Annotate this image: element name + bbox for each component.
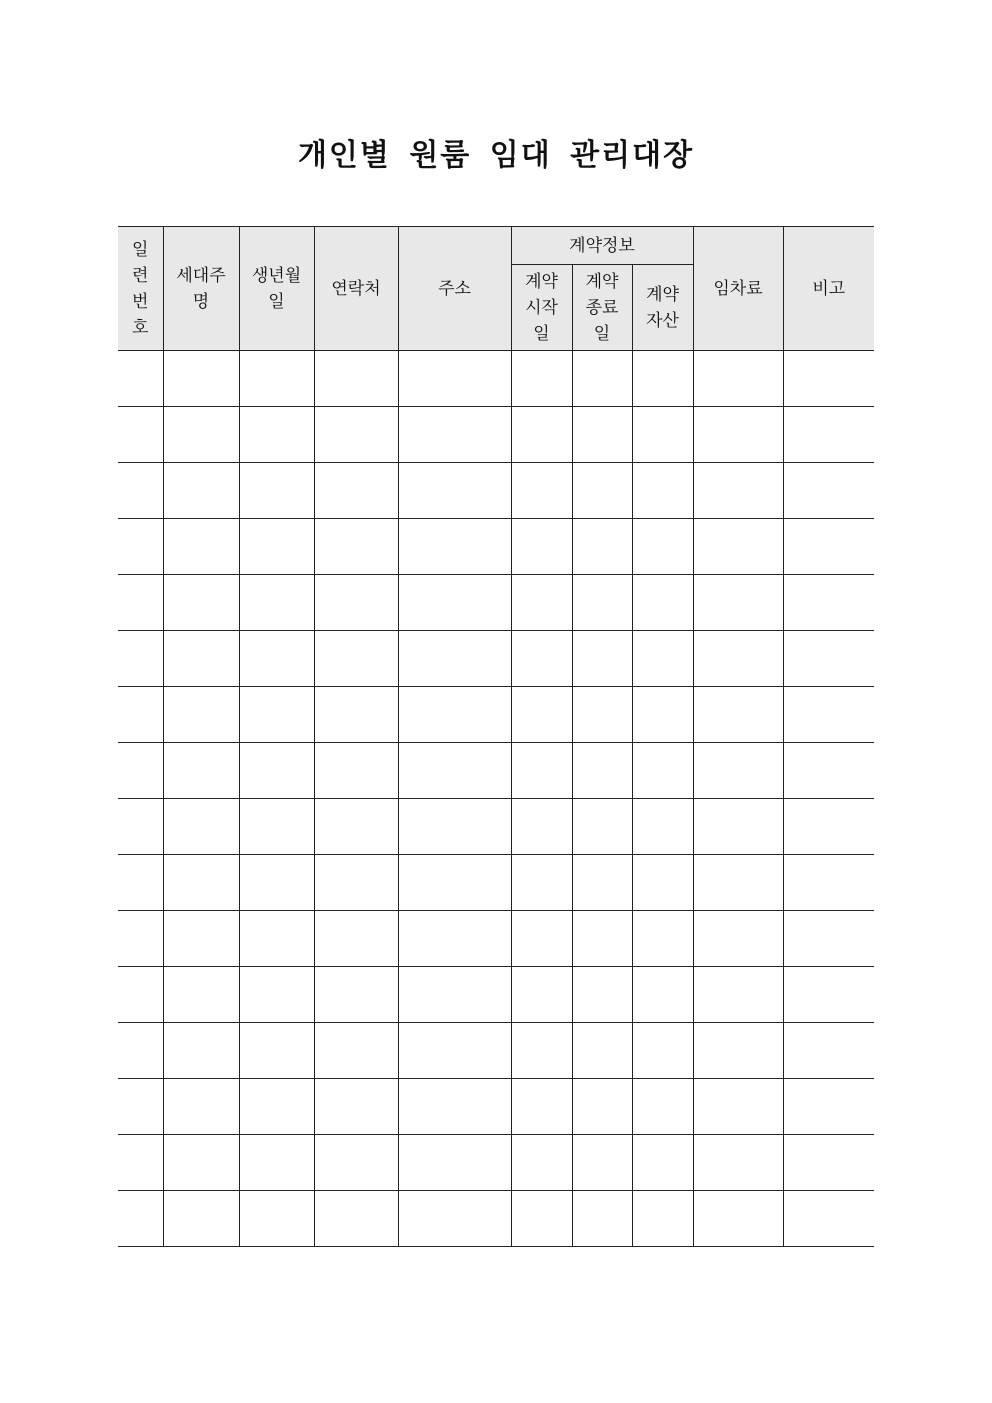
table-row (118, 631, 874, 687)
table-cell[interactable] (239, 1135, 314, 1191)
table-cell[interactable] (398, 1079, 511, 1135)
table-cell[interactable] (118, 1023, 163, 1079)
table-cell[interactable] (693, 575, 783, 631)
table-cell[interactable] (783, 519, 874, 575)
table-cell[interactable] (239, 967, 314, 1023)
table-cell[interactable] (511, 1023, 572, 1079)
table-cell[interactable] (163, 1135, 239, 1191)
table-cell[interactable] (693, 799, 783, 855)
header-contract-info-label: 계약정보 (569, 235, 635, 256)
table-cell[interactable] (511, 463, 572, 519)
table-cell[interactable] (118, 631, 163, 687)
table-cell[interactable] (572, 799, 632, 855)
table-row (118, 799, 874, 855)
table-cell[interactable] (118, 1079, 163, 1135)
table-cell[interactable] (314, 351, 398, 407)
table-row (118, 743, 874, 799)
table-cell[interactable] (632, 1135, 693, 1191)
table-cell[interactable] (163, 463, 239, 519)
header-address-label: 주소 (438, 278, 471, 299)
table-cell[interactable] (398, 743, 511, 799)
table-cell[interactable] (314, 855, 398, 911)
table-cell[interactable] (693, 1079, 783, 1135)
table-cell[interactable] (511, 407, 572, 463)
table-cell[interactable] (572, 463, 632, 519)
table-cell[interactable] (511, 1135, 572, 1191)
table-cell[interactable] (118, 967, 163, 1023)
table-cell[interactable] (693, 1135, 783, 1191)
table-cell[interactable] (398, 575, 511, 631)
header-contact-label: 연락처 (331, 278, 381, 299)
table-cell[interactable] (118, 855, 163, 911)
header-contract-asset (632, 265, 693, 351)
table-cell[interactable] (783, 1079, 874, 1135)
table-cell[interactable] (239, 1079, 314, 1135)
header-serial-no-label: 일 련 번 호 (132, 239, 149, 338)
table-cell[interactable] (239, 631, 314, 687)
table-cell[interactable] (572, 407, 632, 463)
table-cell[interactable] (783, 799, 874, 855)
table-cell[interactable] (118, 1191, 163, 1247)
table-row (118, 519, 874, 575)
table-cell[interactable] (572, 351, 632, 407)
table-cell[interactable] (693, 631, 783, 687)
table-cell[interactable] (398, 351, 511, 407)
table-cell[interactable] (783, 1135, 874, 1191)
table-cell[interactable] (632, 575, 693, 631)
header-serial-no (118, 227, 163, 351)
table-cell[interactable] (163, 967, 239, 1023)
table-cell[interactable] (398, 1135, 511, 1191)
table-cell[interactable] (693, 687, 783, 743)
table-row (118, 1191, 874, 1247)
table-cell[interactable] (511, 743, 572, 799)
table-row (118, 855, 874, 911)
table-row (118, 575, 874, 631)
table-cell[interactable] (693, 911, 783, 967)
table-cell[interactable] (632, 967, 693, 1023)
table-cell[interactable] (783, 575, 874, 631)
table-cell[interactable] (572, 687, 632, 743)
header-contact (314, 227, 398, 351)
table-cell[interactable] (783, 1191, 874, 1247)
table-cell[interactable] (632, 911, 693, 967)
table-cell[interactable] (632, 631, 693, 687)
table-cell[interactable] (118, 687, 163, 743)
table-cell[interactable] (118, 911, 163, 967)
header-remarks (783, 227, 874, 351)
table-cell[interactable] (239, 407, 314, 463)
table-cell[interactable] (783, 351, 874, 407)
table-cell[interactable] (314, 519, 398, 575)
table-cell[interactable] (118, 463, 163, 519)
table-cell[interactable] (783, 743, 874, 799)
header-rent (693, 227, 783, 351)
table-cell[interactable] (783, 687, 874, 743)
table-cell[interactable] (398, 1191, 511, 1247)
table-cell[interactable] (511, 631, 572, 687)
table-cell[interactable] (693, 1191, 783, 1247)
table-cell[interactable] (632, 1191, 693, 1247)
table-cell[interactable] (314, 575, 398, 631)
table-cell[interactable] (632, 799, 693, 855)
table-cell[interactable] (163, 1191, 239, 1247)
table-cell[interactable] (163, 1023, 239, 1079)
table-cell[interactable] (693, 1023, 783, 1079)
table-row (118, 463, 874, 519)
table-body (118, 351, 874, 1247)
table-row (118, 687, 874, 743)
table-header (118, 227, 874, 351)
table-cell[interactable] (163, 855, 239, 911)
table-cell[interactable] (239, 351, 314, 407)
table-cell[interactable] (511, 1191, 572, 1247)
table-cell[interactable] (239, 1023, 314, 1079)
table-cell[interactable] (314, 407, 398, 463)
table-cell[interactable] (693, 351, 783, 407)
header-contract-end-label: 계약 종료 일 (585, 271, 619, 344)
table-cell[interactable] (783, 967, 874, 1023)
table-cell[interactable] (693, 519, 783, 575)
header-householder-label: 세대주 명 (176, 265, 226, 312)
table-cell[interactable] (511, 967, 572, 1023)
table-cell[interactable] (314, 463, 398, 519)
table-cell[interactable] (118, 519, 163, 575)
table-cell[interactable] (632, 463, 693, 519)
header-birth-date-label: 생년월 일 (251, 265, 302, 312)
table-cell[interactable] (398, 855, 511, 911)
table-cell[interactable] (632, 1023, 693, 1079)
table-cell[interactable] (163, 687, 239, 743)
table-cell[interactable] (314, 967, 398, 1023)
table-cell[interactable] (398, 1023, 511, 1079)
table-cell[interactable] (398, 799, 511, 855)
table-cell[interactable] (572, 1135, 632, 1191)
table-cell[interactable] (118, 799, 163, 855)
table-cell[interactable] (398, 687, 511, 743)
table-cell[interactable] (632, 1079, 693, 1135)
table-cell[interactable] (314, 799, 398, 855)
table-cell[interactable] (511, 799, 572, 855)
table-cell[interactable] (511, 1079, 572, 1135)
table-cell[interactable] (398, 463, 511, 519)
header-contract-start-label: 계약 시작 일 (525, 271, 558, 344)
table-cell[interactable] (632, 519, 693, 575)
table-cell[interactable] (572, 1079, 632, 1135)
table-cell[interactable] (314, 1191, 398, 1247)
table-cell[interactable] (239, 799, 314, 855)
table-row (118, 911, 874, 967)
table-cell[interactable] (572, 855, 632, 911)
table-cell[interactable] (163, 1079, 239, 1135)
table-cell[interactable] (572, 743, 632, 799)
header-contract-info (511, 227, 693, 265)
table-cell[interactable] (572, 575, 632, 631)
table-cell[interactable] (239, 687, 314, 743)
table-cell[interactable] (314, 687, 398, 743)
table-cell[interactable] (632, 743, 693, 799)
table-row (118, 967, 874, 1023)
table-cell[interactable] (163, 407, 239, 463)
table-cell[interactable] (239, 1191, 314, 1247)
table-cell[interactable] (239, 463, 314, 519)
table-cell[interactable] (314, 911, 398, 967)
table-cell[interactable] (163, 799, 239, 855)
table-cell[interactable] (511, 519, 572, 575)
document-title: 개인별 원룸 임대 관리대장 (297, 138, 695, 173)
table-cell[interactable] (693, 407, 783, 463)
table-cell[interactable] (693, 967, 783, 1023)
table-cell[interactable] (118, 407, 163, 463)
table-cell[interactable] (783, 911, 874, 967)
table-cell[interactable] (163, 351, 239, 407)
table-cell[interactable] (511, 351, 572, 407)
table-cell[interactable] (693, 463, 783, 519)
table-cell[interactable] (239, 575, 314, 631)
table-cell[interactable] (163, 911, 239, 967)
table-cell[interactable] (398, 407, 511, 463)
table-cell[interactable] (632, 855, 693, 911)
table-cell[interactable] (572, 519, 632, 575)
table-cell[interactable] (632, 407, 693, 463)
table-cell[interactable] (572, 1191, 632, 1247)
header-birth-date (239, 227, 314, 351)
rental-ledger-table (118, 226, 874, 1247)
table-cell[interactable] (398, 967, 511, 1023)
table-cell[interactable] (511, 575, 572, 631)
table-cell[interactable] (693, 855, 783, 911)
header-contract-end (572, 265, 632, 351)
table-cell[interactable] (239, 743, 314, 799)
table-cell[interactable] (511, 687, 572, 743)
table-cell[interactable] (118, 743, 163, 799)
table-cell[interactable] (118, 575, 163, 631)
table-cell[interactable] (314, 743, 398, 799)
table-cell[interactable] (783, 855, 874, 911)
table-cell[interactable] (693, 743, 783, 799)
table-cell[interactable] (163, 575, 239, 631)
header-address (398, 227, 511, 351)
table-row (118, 1023, 874, 1079)
table-cell[interactable] (398, 519, 511, 575)
table-cell[interactable] (163, 743, 239, 799)
header-remarks-label: 비고 (812, 278, 846, 299)
header-contract-asset-label: 계약 자산 (646, 284, 679, 331)
table-cell[interactable] (632, 687, 693, 743)
table-cell[interactable] (783, 631, 874, 687)
table-cell[interactable] (572, 1023, 632, 1079)
table-cell[interactable] (239, 855, 314, 911)
table-cell[interactable] (314, 1023, 398, 1079)
table-cell[interactable] (783, 463, 874, 519)
table-cell[interactable] (398, 631, 511, 687)
table-cell[interactable] (783, 1023, 874, 1079)
table-cell[interactable] (239, 519, 314, 575)
table-row (118, 1135, 874, 1191)
table-cell[interactable] (632, 351, 693, 407)
table-cell[interactable] (572, 911, 632, 967)
table-cell[interactable] (118, 351, 163, 407)
table-cell[interactable] (163, 631, 239, 687)
table-row (118, 351, 874, 407)
table-cell[interactable] (511, 911, 572, 967)
table-cell[interactable] (572, 967, 632, 1023)
table-cell[interactable] (314, 1135, 398, 1191)
table-cell[interactable] (572, 631, 632, 687)
table-cell[interactable] (239, 911, 314, 967)
table-row (118, 1079, 874, 1135)
table-cell[interactable] (783, 407, 874, 463)
table-cell[interactable] (314, 631, 398, 687)
table-cell[interactable] (163, 519, 239, 575)
table-row (118, 407, 874, 463)
header-contract-start (511, 265, 572, 351)
table-cell[interactable] (511, 855, 572, 911)
table-cell[interactable] (314, 1079, 398, 1135)
table-cell[interactable] (398, 911, 511, 967)
header-householder (163, 227, 239, 351)
header-rent-label: 임차료 (713, 278, 763, 299)
table-cell[interactable] (118, 1135, 163, 1191)
